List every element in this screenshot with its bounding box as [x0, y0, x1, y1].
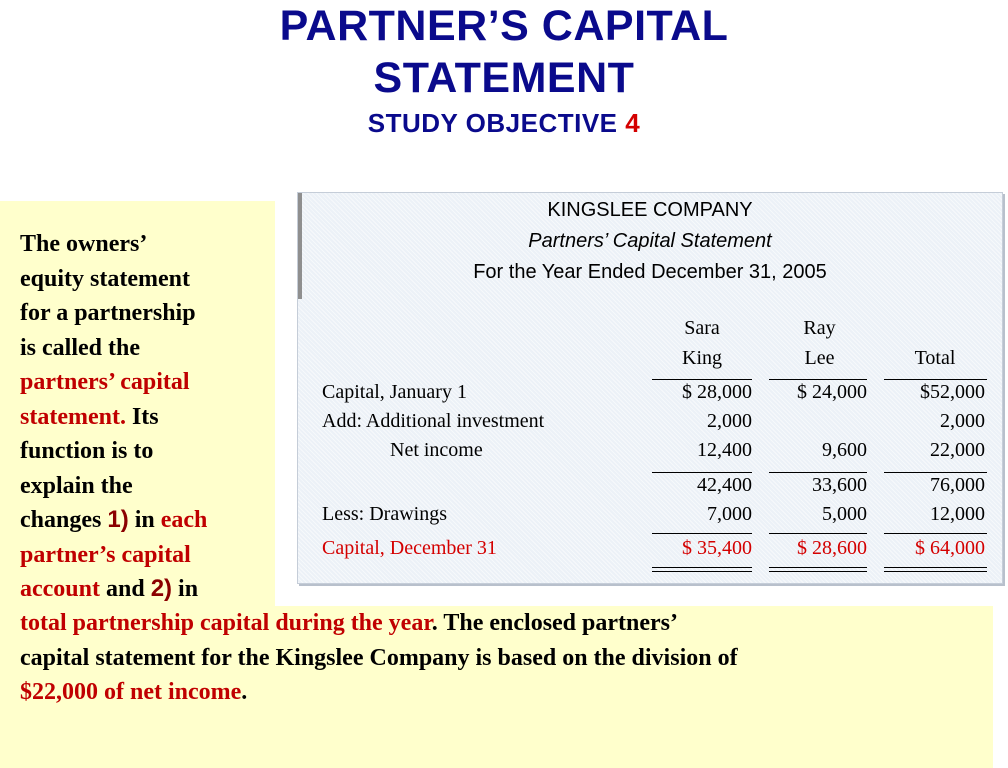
- highlight-partners-capital: partners’ capital: [20, 369, 190, 395]
- text-line: is called the: [20, 334, 140, 361]
- cell-ray: 9,600: [822, 439, 867, 461]
- text-line: [20, 503, 275, 538]
- text-line: [20, 675, 990, 710]
- table-row: [322, 439, 992, 469]
- cell-ray: 33,600: [812, 474, 867, 496]
- text-line: explain the: [20, 472, 133, 499]
- text-line: equity statement: [20, 265, 190, 292]
- table-row: [322, 503, 992, 533]
- list-number-1: 1): [107, 506, 129, 533]
- text-line: [20, 606, 990, 641]
- sum-rule: [884, 472, 987, 473]
- text-enclosed: The enclosed partners’: [437, 610, 679, 636]
- double-rule: [652, 567, 752, 572]
- cell-total: 22,000: [930, 439, 985, 461]
- col-head-lee: Lee: [804, 347, 835, 369]
- row-label: Net income: [390, 439, 483, 461]
- row-label: Less: Drawings: [322, 503, 447, 525]
- study-objective-number: 4: [625, 108, 641, 138]
- cell-total: 2,000: [940, 410, 985, 432]
- double-rule: [769, 567, 867, 572]
- cell-total: 76,000: [930, 474, 985, 496]
- table-row-total: [322, 537, 992, 567]
- cell-ray: $ 28,600: [797, 537, 867, 559]
- text-changes: changes: [20, 507, 108, 533]
- slide-title-block: [0, 0, 1008, 140]
- slide-title-line2: STATEMENT: [373, 54, 635, 102]
- text-in2: in: [172, 576, 199, 602]
- text-final-period: .: [241, 679, 248, 705]
- total-rule: [652, 533, 752, 534]
- column-header-row-2: [322, 347, 992, 377]
- statement-header: [298, 193, 1002, 288]
- cell-ray: $ 24,000: [797, 381, 867, 403]
- list-number-2: 2): [150, 575, 173, 602]
- cell-sara: 42,400: [697, 474, 752, 496]
- cell-total: $ 64,000: [915, 537, 985, 559]
- highlight-net-income-amount: $22,000 of net income: [20, 679, 242, 705]
- cell-total: $52,000: [920, 381, 985, 403]
- row-label: Add: Additional investment: [322, 410, 545, 432]
- slide-title-line1: PARTNER’S CAPITAL: [279, 2, 729, 50]
- text-its: Its: [125, 403, 159, 430]
- cell-total: 12,000: [930, 503, 985, 525]
- double-rule: [884, 567, 987, 572]
- table-row: [322, 474, 992, 504]
- highlight-each: each: [160, 507, 208, 533]
- highlight-statement: statement.: [20, 403, 126, 430]
- col-head-king: King: [682, 347, 722, 369]
- col-head-sara: Sara: [684, 317, 720, 339]
- cell-sara: 7,000: [707, 503, 752, 525]
- text-period: .: [431, 610, 438, 636]
- explanation-text-bottom: [20, 606, 990, 710]
- text-line: The owners’: [20, 231, 148, 257]
- row-label: Capital, December 31: [322, 537, 497, 559]
- sum-rule: [652, 472, 752, 473]
- statement-period: For the Year Ended December 31, 2005: [473, 261, 827, 283]
- cell-ray: 5,000: [822, 503, 867, 525]
- company-name: KINGSLEE COMPANY: [547, 199, 753, 221]
- capital-statement-box: [297, 192, 1003, 584]
- study-objective-subtitle: [0, 106, 1008, 140]
- header-rule: [652, 379, 752, 380]
- total-rule: [884, 533, 987, 534]
- text-line: function is to: [20, 438, 154, 464]
- header-rule: [884, 379, 987, 380]
- row-label: Capital, January 1: [322, 381, 467, 403]
- cell-sara: $ 28,000: [682, 381, 752, 403]
- explanation-text-left: [20, 227, 275, 607]
- text-line: [20, 400, 275, 435]
- col-head-ray: Ray: [803, 317, 836, 339]
- sum-rule: [769, 472, 867, 473]
- highlight-total-capital: total partnership capital during the year: [20, 610, 432, 636]
- text-and: and: [100, 576, 151, 602]
- column-header-row-1: [322, 317, 992, 347]
- col-head-total: Total: [914, 347, 956, 369]
- cell-sara: 12,400: [697, 439, 752, 461]
- header-rule: [769, 379, 867, 380]
- cell-sara: 2,000: [707, 410, 752, 432]
- text-line: for a partnership: [20, 300, 196, 326]
- table-row: [322, 381, 992, 411]
- highlight-account: account: [20, 576, 100, 602]
- table-row: [322, 410, 992, 440]
- statement-name: Partners’ Capital Statement: [528, 230, 772, 252]
- total-rule: [769, 533, 867, 534]
- text-line: capital statement for the Kingslee Company is based on the division of: [20, 644, 738, 671]
- text-line: [20, 572, 275, 607]
- cell-sara: $ 35,400: [682, 537, 752, 559]
- study-objective-label: STUDY OBJECTIVE: [367, 108, 626, 138]
- highlight-partner-capital: partner’s capital: [20, 541, 191, 568]
- text-in: in: [128, 507, 161, 533]
